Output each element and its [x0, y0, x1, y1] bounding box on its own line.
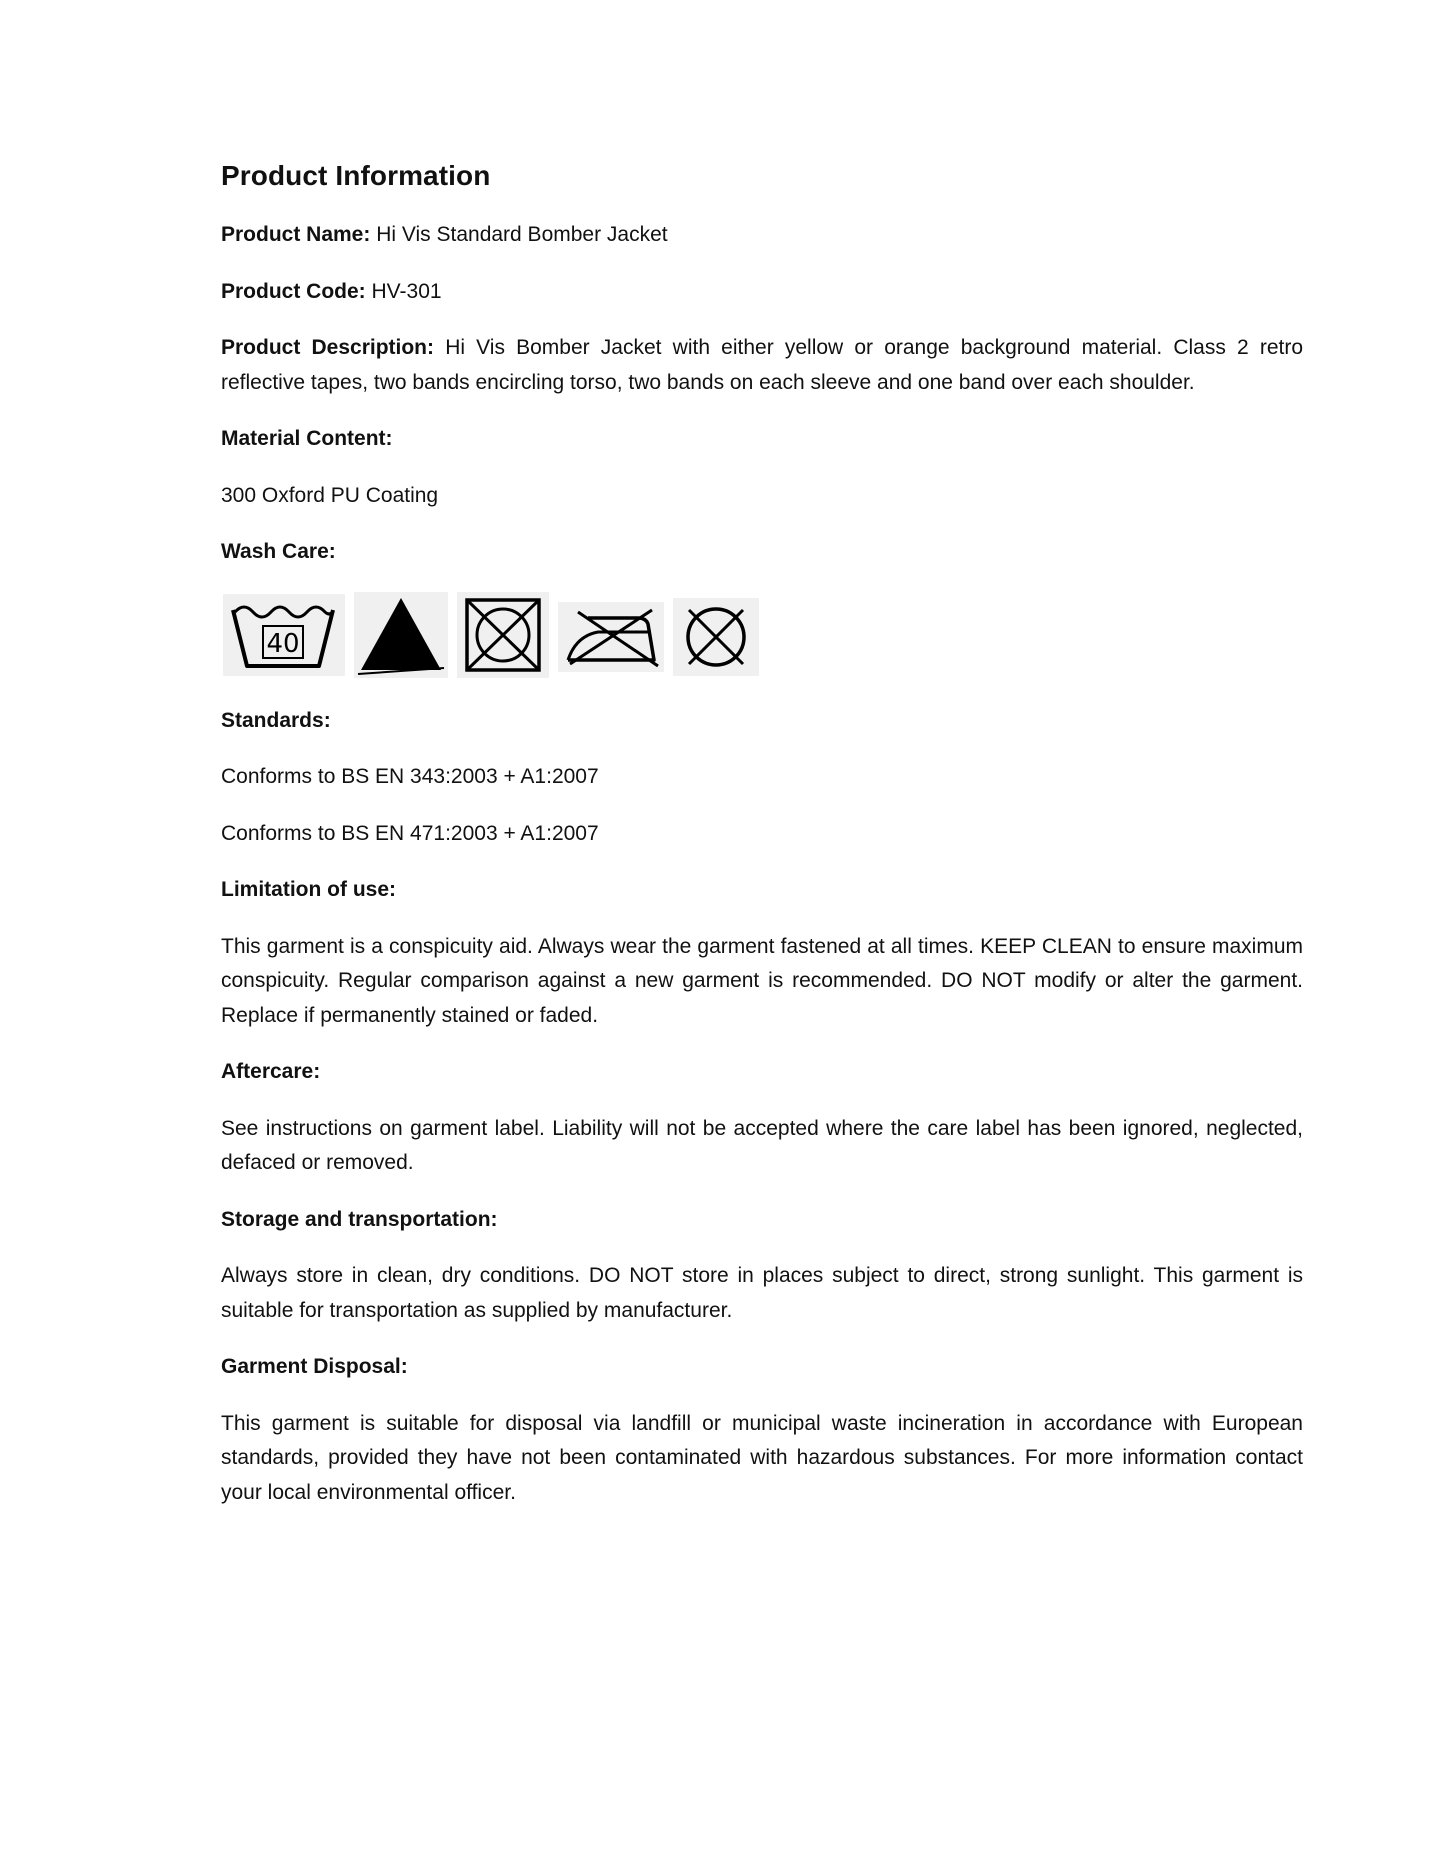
wash-temperature: 40 — [266, 628, 300, 659]
limitation-of-use-text: This garment is a conspicuity aid. Always wear the garment fastened at all times. KEEP CLEAN to ensure maximum conspicuity. Regular comparison against a new garment is recommended. DO NOT modify or alter the garment. Replace if permanently stained or faded. — [221, 934, 1303, 1027]
product-description-paragraph — [221, 331, 1303, 400]
document-page — [221, 160, 1303, 1532]
limitation-of-use-heading: Limitation of use: — [221, 878, 396, 901]
product-code-value: HV-301 — [371, 279, 442, 303]
storage-heading: Storage and transportation: — [221, 1207, 498, 1231]
aftercare-text: See instructions on garment label. Liability will not be accepted where the care label has been ignored, neglected, defaced or removed. — [221, 1116, 1303, 1174]
standard-item-1: Conforms to BS EN 343:2003 + A1:2007 — [221, 765, 599, 788]
storage-text: Always store in clean, dry conditions. DO NOT store in places subject to direct, strong sunlight. This garment is suitable for transportation as supplied by manufacturer. — [221, 1264, 1303, 1322]
product-description-value: Hi Vis Bomber Jacket with either yellow or orange background material. Class 2 retro reflective tapes, two bands encircling torso, two bands on each sleeve and one band over each shoulder. — [221, 336, 1303, 394]
page-title: Product Information — [221, 160, 491, 191]
do-not-dry-clean-icon — [673, 598, 759, 676]
product-name-value: Hi Vis Standard Bomber Jacket — [376, 223, 668, 246]
disposal-text: This garment is suitable for disposal via landfill or municipal waste incineration in accordance with European standards, provided they have not been contaminated with hazardous substances. For more information contact your local environmental officer. — [221, 1411, 1303, 1504]
wash-care-heading: Wash Care: — [221, 540, 336, 563]
disposal-heading: Garment Disposal: — [221, 1355, 408, 1378]
do-not-iron-icon — [558, 602, 664, 672]
wash-care-symbols — [223, 592, 1303, 682]
material-content-heading: Material Content: — [221, 427, 393, 450]
do-not-tumble-dry-icon — [457, 592, 549, 678]
bleach-allowed-icon — [354, 592, 448, 678]
product-description-label: Product Description: — [221, 336, 435, 359]
product-name-label: Product Name: — [221, 223, 371, 246]
material-content-value: 300 Oxford PU Coating — [221, 483, 439, 507]
product-code-label: Product Code: — [221, 279, 366, 303]
product-code-line — [221, 275, 1303, 310]
aftercare-heading: Aftercare: — [221, 1060, 321, 1083]
standards-heading: Standards: — [221, 708, 331, 732]
wash-40-icon — [223, 594, 345, 676]
standard-item-2: Conforms to BS EN 471:2003 + A1:2007 — [221, 821, 599, 845]
product-name-line — [221, 218, 1303, 253]
